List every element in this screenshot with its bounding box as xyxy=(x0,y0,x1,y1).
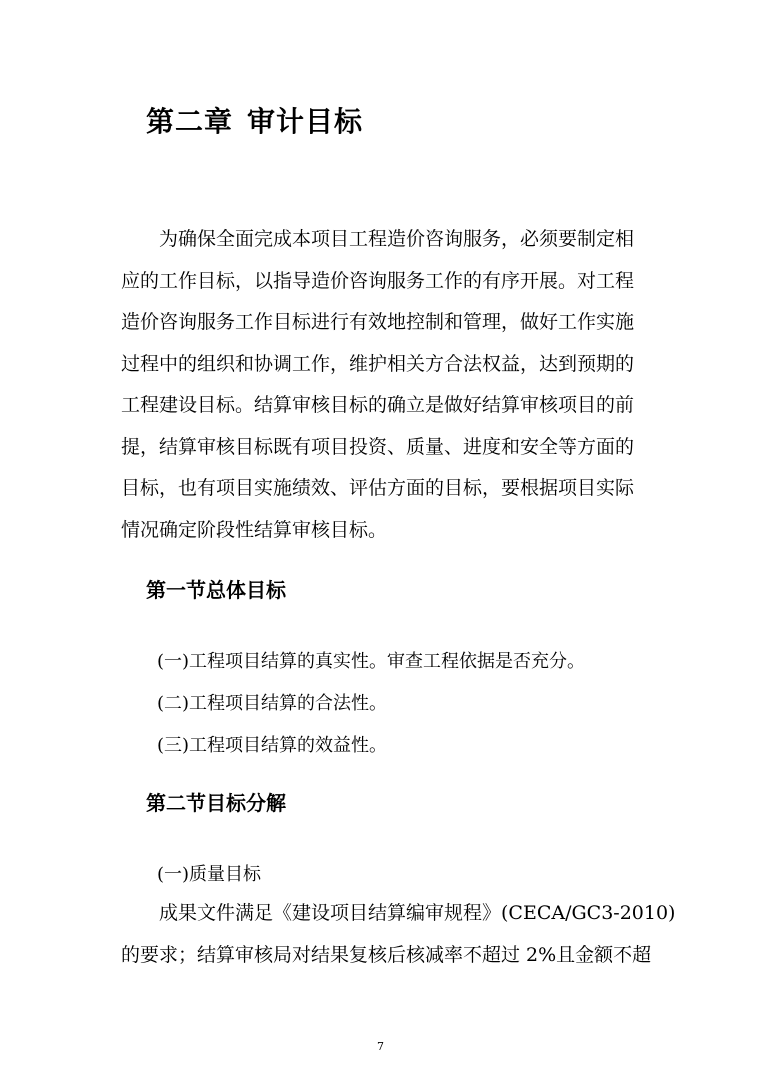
intro-line: 为确保全面完成本项目工程造价咨询服务，必须要制定相 xyxy=(159,228,635,250)
quality-goal-paragraph xyxy=(121,893,676,976)
section-title-goal-breakdown: 第二节目标分解 xyxy=(146,791,286,815)
intro-line: 工程建设目标。结算审核目标的确立是做好结算审核项目的前 xyxy=(121,394,635,416)
chapter-name: 审计目标 xyxy=(247,105,364,138)
goal-item: (二)工程项目结算的合法性。 xyxy=(157,693,388,714)
quality-line: 成果文件满足《建设项目结算编审规程》(CECA/GC3-2010) xyxy=(159,902,676,924)
page-number: 7 xyxy=(377,1040,384,1053)
intro-line: 提，结算审核目标既有项目投资、质量、进度和安全等方面的 xyxy=(121,435,635,458)
intro-line: 情况确定阶段性结算审核目标。 xyxy=(121,518,388,541)
intro-line: 目标，也有项目实施绩效、评估方面的目标，要根据项目实际 xyxy=(121,477,635,499)
quality-line: 的要求；结算审核局对结果复核后核减率不超过 2%且金额不超 xyxy=(121,943,652,966)
intro-line: 过程中的组织和协调工作，维护相关方合法权益，达到预期的 xyxy=(121,352,635,375)
intro-paragraph xyxy=(121,219,641,551)
goal-item: (三)工程项目结算的效益性。 xyxy=(157,735,388,756)
quality-goal-heading: (一)质量目标 xyxy=(157,864,262,885)
chapter-title xyxy=(146,100,363,140)
section-title-overall-goals: 第一节总体目标 xyxy=(146,578,286,602)
chapter-number: 第二章 xyxy=(146,105,234,138)
intro-line: 造价咨询服务工作目标进行有效地控制和管理，做好工作实施 xyxy=(121,311,635,333)
goal-item: (一)工程项目结算的真实性。审查工程依据是否充分。 xyxy=(157,651,586,672)
intro-line: 应的工作目标，以指导造价咨询服务工作的有序开展。对工程 xyxy=(121,269,635,292)
